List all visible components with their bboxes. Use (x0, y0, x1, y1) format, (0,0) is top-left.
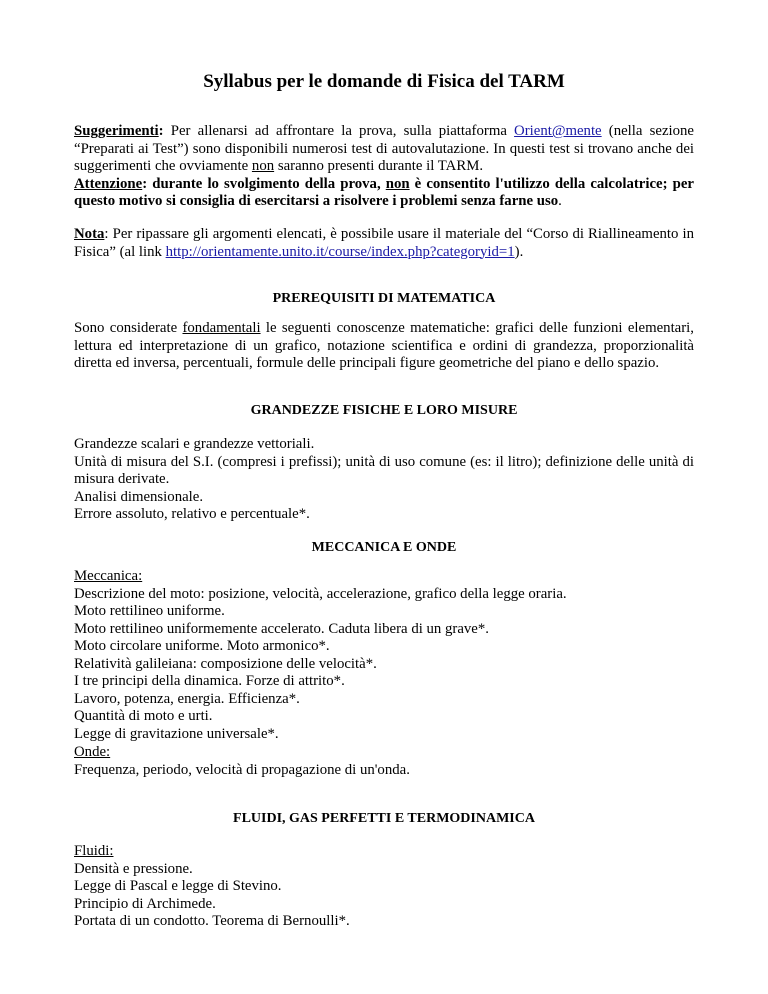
prerequisiti-paragraph (74, 320, 694, 373)
attenzione-text-1: : durante lo svolgimento della prova, (142, 175, 386, 192)
suggerimenti-colon: : (158, 123, 164, 139)
suggerimenti-text-3: saranno presenti durante il TARM. (274, 158, 484, 174)
onde-list (74, 744, 694, 779)
grandezze-line: Analisi dimensionale. (74, 488, 204, 505)
orientamente-link[interactable]: Orient@mente (514, 123, 602, 139)
fluidi-list (74, 843, 694, 931)
meccanica-list (74, 568, 694, 743)
onde-subheading: Onde: (74, 744, 111, 760)
meccanica-line: Moto rettilineo uniformemente accelerato. Caduta libera di un grave*. (74, 620, 489, 637)
attenzione-text-2: è consentito l'utilizzo della calcolatrice; per questo motivo si consiglia di esercitarsi a risolvere i problemi senza farne uso (74, 175, 694, 209)
suggerimenti-text-1: Per allenarsi ad affrontare la prova, sulla piattaforma (163, 123, 515, 139)
suggerimenti-text-2: (nella sezione “Preparati ai Test”) sono disponibili numerosi test di autovalutazione. In questi test si trovano anche dei suggerimenti che ovviamente (74, 123, 694, 174)
nota-text-1: : Per ripassare gli argomenti elencati, è possibile usare il materiale del “Corso di Riallineamento in Fisica” (al link (74, 226, 694, 260)
meccanica-line: I tre principi della dinamica. Forze di attrito*. (74, 673, 345, 689)
onde-line: Frequenza, periodo, velocità di propagazione di un'onda. (74, 761, 410, 778)
meccanica-line: Legge di gravitazione universale*. (74, 725, 279, 742)
meccanica-line: Descrizione del moto: posizione, velocità, accelerazione, grafico della legge oraria. (74, 585, 567, 602)
nota-paragraph (74, 226, 694, 261)
attenzione-label: Attenzione (74, 175, 143, 192)
meccanica-line: Moto rettilineo uniforme. (74, 603, 225, 619)
non-underlined-2: non (385, 175, 410, 192)
intro-paragraph (74, 123, 694, 211)
grandezze-list (74, 436, 694, 524)
heading-fluidi: FLUIDI, GAS PERFETTI E TERMODINAMICA (233, 811, 535, 826)
grandezze-line: Unità di misura del S.I. (compresi i prefissi); unità di uso comune (es: il litro); definizione delle unità di misura derivate. (74, 453, 694, 487)
suggerimenti-label: Suggerimenti (74, 123, 159, 139)
heading-meccanica: MECCANICA E ONDE (311, 540, 457, 555)
heading-prerequisiti: PREREQUISITI DI MATEMATICA (272, 291, 496, 306)
attenzione-end: . (558, 193, 562, 209)
fluidi-line: Legge di Pascal e legge di Stevino. (74, 878, 282, 894)
fluidi-line: Portata di un condotto. Teorema di Bernoulli*. (74, 913, 350, 929)
meccanica-subheading: Meccanica: (74, 568, 143, 584)
grandezze-line: Errore assoluto, relativo e percentuale*. (74, 506, 310, 522)
meccanica-line: Lavoro, potenza, energia. Efficienza*. (74, 690, 300, 707)
prerequisiti-text-2: le seguenti conoscenze matematiche: grafici delle funzioni elementari, lettura ed interpretazione di un grafico, notazione scientifica e ordini di grandezza, proporzionalità diretta ed inversa, percentuali, formule delle principali figure geometriche del piano e dello spazio. (74, 320, 694, 371)
meccanica-line: Quantità di moto e urti. (74, 708, 213, 724)
nota-label: Nota (74, 226, 105, 242)
meccanica-line: Moto circolare uniforme. Moto armonico*. (74, 638, 330, 654)
prerequisiti-text-1: Sono considerate (74, 320, 183, 336)
fluidi-line: Principio di Archimede. (74, 895, 216, 912)
fondamentali-word: fondamentali (182, 320, 261, 336)
attenzione-sentence (74, 176, 694, 210)
nota-text-2: ). (514, 243, 524, 260)
page-title: Syllabus per le domande di Fisica del TARM (203, 71, 565, 92)
grandezze-line: Grandezze scalari e grandezze vettoriali. (74, 436, 315, 452)
corso-link[interactable]: http://orientamente.unito.it/course/index.php?categoryid=1 (165, 243, 515, 260)
fluidi-subheading: Fluidi: (74, 843, 114, 859)
heading-grandezze: GRANDEZZE FISICHE E LORO MISURE (250, 403, 518, 418)
non-underlined-1: non (251, 158, 275, 174)
fluidi-line: Densità e pressione. (74, 860, 193, 877)
meccanica-line: Relatività galileiana: composizione delle velocità*. (74, 655, 377, 672)
